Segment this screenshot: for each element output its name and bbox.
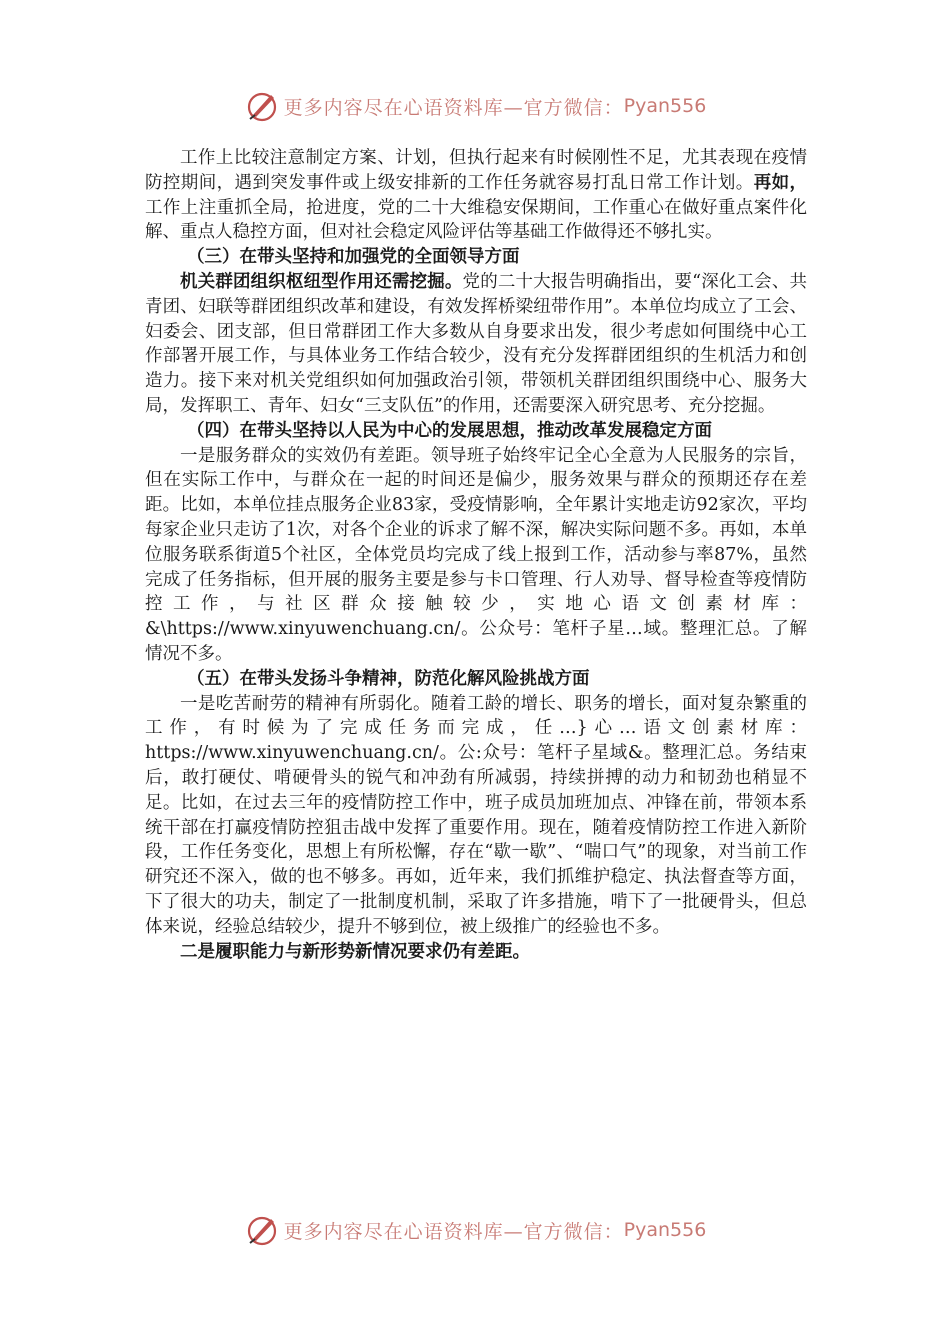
heading-section-4: （四）在带头坚持以人民为中心的发展思想，推动改革发展稳定方面 <box>187 420 712 441</box>
paragraph-1-bold: 再如， <box>753 172 808 193</box>
quill-logo-icon <box>244 1212 280 1248</box>
watermark-wechat-id: Pyan556 <box>623 95 707 117</box>
watermark-banner-top <box>0 88 950 124</box>
paragraph-5: 二是履职能力与新形势新情况要求仍有差距。 <box>180 941 530 962</box>
quill-logo-icon <box>244 88 280 124</box>
document-body <box>145 146 807 964</box>
paragraph-2: 机关群团组织枢纽型作用还需挖掘。党的二十大报告明确指出，要“深化工会、共青团、妇联等群团组织改革和建设，有效发挥桥梁纽带作用”。本单位均成立了工会、妇委会、团支部，但日常群团工作大多数从自身要求出发，很少考虑如何围绕中心工作部署开展工作，与具体业务工作结合较少，没有充分发挥群团组织的生机活力和创造力。接下来对机关党组织如何加强政治引领，带领机关群团组织围绕中心、服务大局，发挥职工、青年、妇女“三支队伍”的作用，还需要深入研究思考、充分挖掘。 <box>145 271 808 416</box>
heading-section-3: （三）在带头坚持和加强党的全面领导方面 <box>187 247 520 268</box>
watermark-wechat-id: Pyan556 <box>623 1219 707 1241</box>
watermark-text: 更多内容尽在心语资料库—官方微信： <box>283 1220 624 1243</box>
watermark-text: 更多内容尽在心语资料库—官方微信： <box>283 96 624 119</box>
heading-section-5: （五）在带头发扬斗争精神，防范化解风险挑战方面 <box>187 668 590 689</box>
paragraph-1: 工作上比较注意制定方案、计划，但执行起来有时候刚性不足，尤其表现在疫情防控期间，遇到突发事件或上级安排新的工作任务就容易打乱日常工作计划。再如，工作上注重抓全局，抢进度，党的二十大维稳安保期间，工作重心在做好重点案件化解、重点人稳控方面，但对社会稳定风险评估等基础工作做得还不够扎实。 <box>145 148 808 243</box>
paragraph-2-bold: 机关群团组织枢纽型作用还需挖掘。 <box>180 271 463 292</box>
watermark-banner-bottom <box>0 1212 950 1248</box>
paragraph-3: 一是服务群众的实效仍有差距。领导班子始终牢记全心全意为人民服务的宗旨，但在实际工作中，与群众在一起的时间还是偏少，服务效果与群众的预期还存在差距。比如，本单位挂点服务企业83家，受疫情影响，全年累计实地走访92家次，平均每家企业只走访了1次，对各个企业的诉求了解不深，解决实际问题不多。再如，本单位服务联系街道5个社区，全体党员均完成了线上报到工作，活动参与率87%，虽然完成了任务指标，但开展的服务主要是参与卡口管理、行人劝导、督导检查等疫情防控工作，与社区群众接触较少，实地心语文创素材库：&\https://www.xinyuwenchuang.cn/。公众号：笔杆子星…域。整理汇总。了解情况不多。 <box>145 445 807 664</box>
paragraph-4: 一是吃苦耐劳的精神有所弱化。随着工龄的增长、职务的增长，面对复杂繁重的工作，有时候为了完成任务而完成，任…}心…语文创素材库：https://www.xinyuwenchuang.cn/。公:众号：笔杆子星域&。整理汇总。务结束后，敢打硬仗、啃硬骨头的锐气和冲劲有所减弱，持续拼搏的动力和韧劲也稍显不足。比如，在过去三年的疫情防控工作中，班子成员加班加点、冲锋在前，带领本系统干部在打赢疫情防控狙击战中发挥了重要作用。现在，随着疫情防控工作进入新阶段，工作任务变化，思想上有所松懈，存在“歇一歇”、“喘口气”的现象，对当前工作研究还不深入，做的也不够多。再如，近年来，我们抓维护稳定、执法督查等方面，下了很大的功夫，制定了一批制度机制，采取了许多措施，啃下了一批硬骨头，但总体来说，经验总结较少，提升不够到位，被上级推广的经验也不多。 <box>145 693 807 937</box>
